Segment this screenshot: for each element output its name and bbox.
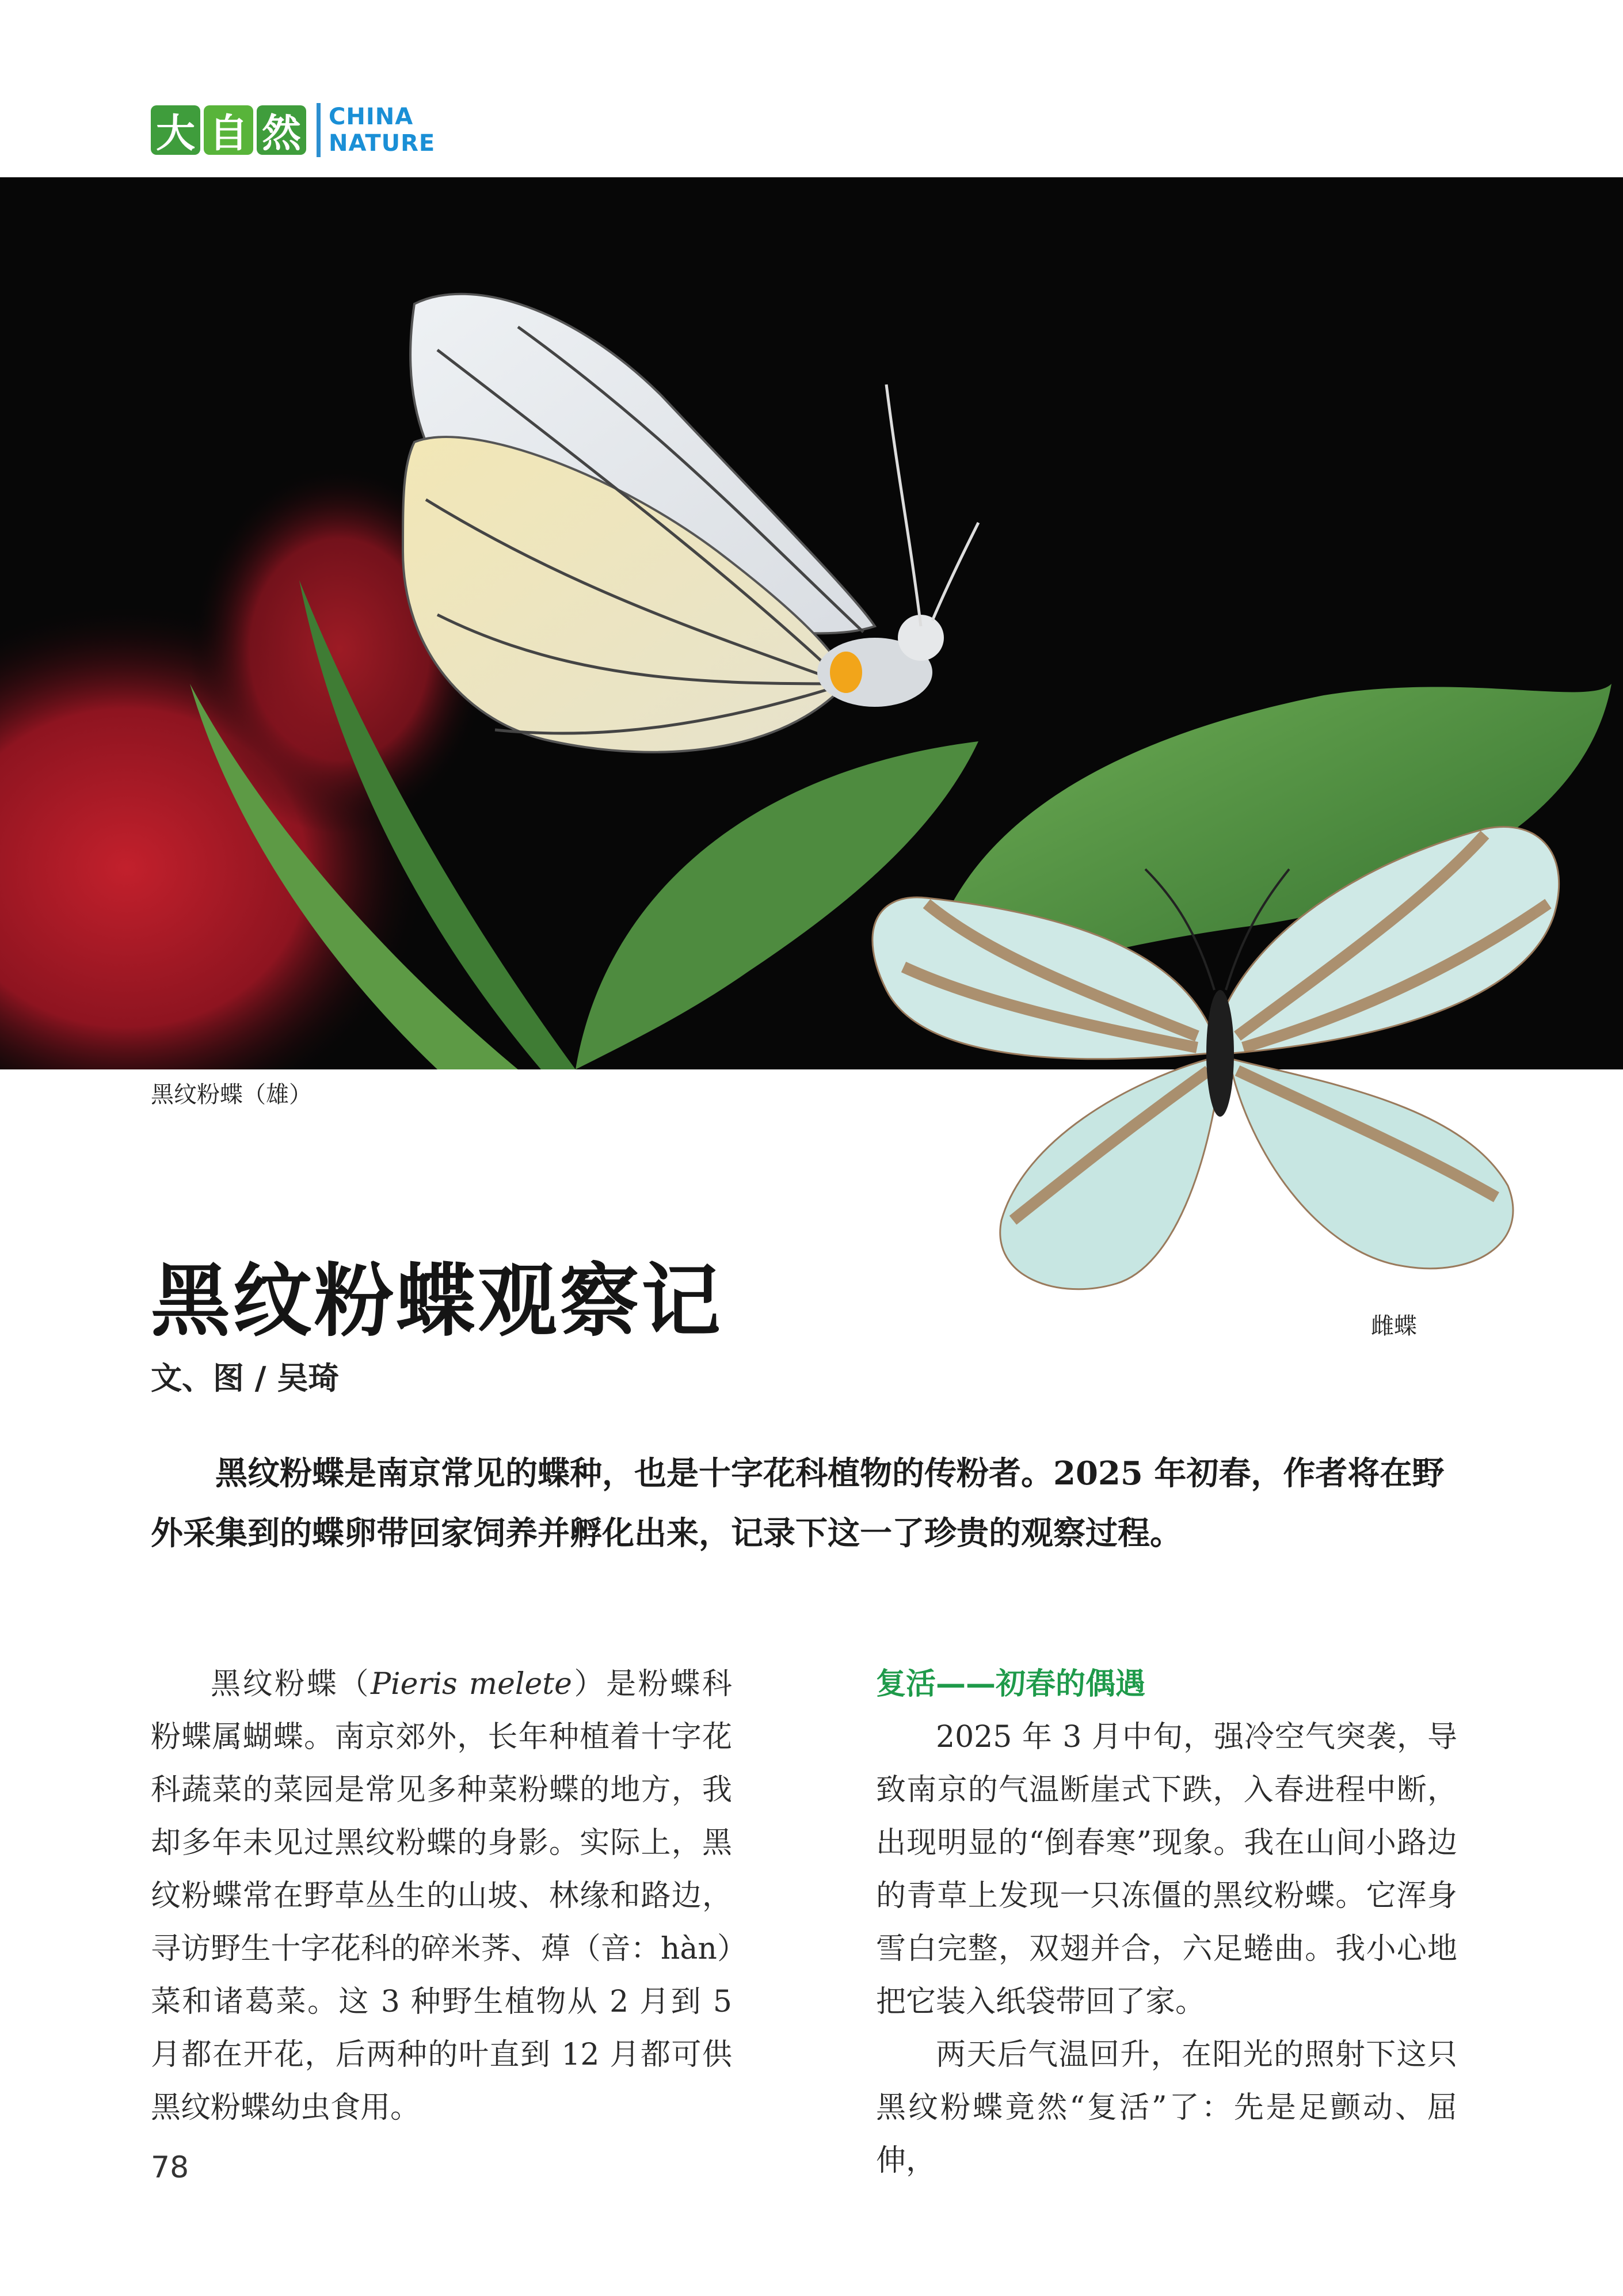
logo-char-2: 自 [204, 105, 253, 155]
logo-char-3: 然 [257, 105, 306, 155]
body-column-left [151, 1658, 732, 2134]
body-text: ）是粉蝶科粉蝶属蝴蝶。南京郊外，长年种植着十字花科蔬菜的菜园是常见多种菜粉蝶的地方，我却多年未见过黑纹粉蝶的身影。实际上，黑纹粉蝶常在野草丛生的山坡、林缘和路边，寻访野生十字花科的碎米荠、蔊（音：hàn）菜和诸葛菜。这 3 种野生植物从 2 月到 5 月都在开花，后两种的叶直到 12 月都可供黑纹粉蝶幼虫食用。 [151, 1667, 732, 2125]
female-butterfly-photo [852, 783, 1583, 1324]
magazine-logo [151, 101, 435, 159]
body-column-right [876, 1658, 1457, 2187]
logo-text-china: CHINA [329, 104, 414, 130]
body-text: 黑纹粉蝶（ [211, 1667, 371, 1701]
body-paragraph [151, 1658, 732, 2134]
logo-divider [317, 103, 321, 157]
body-paragraph: 2025 年 3 月中旬，强冷空气突袭，导致南京的气温断崖式下跌，入春进程中断，出现明显的“倒春寒”现象。我在山间小路边的青草上发现一只冻僵的黑纹粉蝶。它浑身雪白完整，双翅并合，六足蜷曲。我小心地把它装入纸袋带回了家。 [876, 1720, 1457, 2019]
logo-wordmark [329, 104, 435, 157]
logo-char-1: 大 [151, 105, 200, 155]
logo-tiles [151, 105, 306, 155]
logo-text-nature: NATURE [329, 130, 436, 157]
section-heading: 复活——初春的偶遇 [876, 1667, 1146, 1701]
article-lead: 黑纹粉蝶是南京常见的蝶种，也是十字花科植物的传粉者。2025 年初春，作者将在野外采集到的蝶卵带回家饲养并孵化出来，记录下这一了珍贵的观察过程。 [151, 1454, 1445, 1552]
article-byline: 文、图 / 吴琦 [151, 1360, 340, 1396]
latin-name: Pieris melete [371, 1667, 572, 1701]
photo-caption-female: 雌蝶 [1371, 1313, 1417, 1339]
photo-caption-male: 黑纹粉蝶（雄） [151, 1082, 312, 1108]
female-butterfly-illustration [852, 783, 1583, 1324]
body-paragraph: 两天后气温回升，在阳光的照射下这只黑纹粉蝶竟然“复活”了：先是足颤动、屈伸， [876, 2038, 1457, 2178]
article-title: 黑纹粉蝶观察记 [151, 1255, 723, 1347]
page-number: 78 [151, 2150, 189, 2185]
